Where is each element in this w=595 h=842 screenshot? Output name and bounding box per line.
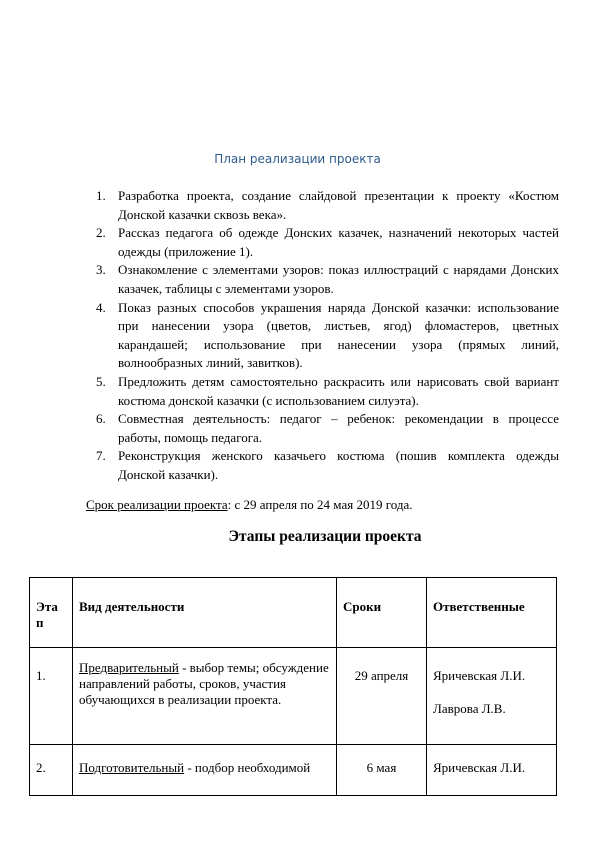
plan-item-number: 2. [96,225,106,241]
header-dates-label: Сроки [343,599,382,614]
date-cell [337,745,427,796]
stage-number: 1. [36,668,46,683]
table-header-row [30,578,557,648]
header-activity [73,578,337,648]
plan-item [96,299,559,373]
plan-item-text: Разработка проекта, создание слайдовой презентации к проекту «Костюм Донской казачки сквозь века». [118,188,559,222]
date-cell [337,648,427,745]
header-responsible [427,578,557,648]
activity-cell [73,745,337,796]
responsible-list [433,648,550,717]
activity-title: Подготовительный [79,760,185,775]
plan-item-number: 7. [96,448,106,464]
plan-item-number: 3. [96,262,106,278]
plan-item-text: Реконструкция женского казачьего костюма (пошив комплекта одежды Донской казачки). [118,448,559,482]
activity-description [79,745,330,776]
activity-text: - выбор темы; обсуждение направлений работы, сроков, участия обучающихся в реализации проекта. [79,660,329,707]
plan-item-text: Совместная деятельность: педагог – ребенок: рекомендации в процессе работы, помощь педагога. [118,411,559,445]
responsible-person: Лаврова Л.В. [433,701,506,716]
plan-item-text: Показ разных способов украшения наряда Донской казачки: использование при нанесении узора (цветов, листьев, ягод) фломастеров, цветных карандашей; использование при нанесении узора (прямых линий, волнообразных линий, завитков). [118,299,559,371]
plan-item-text: Рассказ педагога об одежде Донских казачек, назначений некоторых частей одежды (приложение 1). [118,225,559,259]
header-stage-label: Эта п [36,599,58,630]
plan-item [96,447,559,484]
stage-number: 2. [36,760,46,775]
plan-item-number: 6. [96,411,106,427]
plan-heading: План реализации проекта [214,152,381,166]
activity-cell [73,648,337,745]
table-row [30,745,557,796]
activity-title: Предварительный [79,660,179,675]
header-stage [30,578,73,648]
activity-text: - подбор необходимой [184,760,311,775]
header-dates [337,578,427,648]
stages-title: Этапы реализации проекта [228,528,422,545]
plan-list [96,187,559,485]
plan-item-text: Ознакомление с элементами узоров: показ иллюстраций с нарядами Донских казачек, таблицы с элементами узоров. [118,262,559,296]
stage-date: 6 мая [366,760,397,775]
responsible-person: Яричевская Л.И. [433,668,526,683]
deadline-value: : с 29 апреля по 24 мая 2019 года. [227,497,413,512]
stage-number-cell [30,648,73,745]
project-deadline [86,497,412,513]
plan-item [96,224,559,261]
plan-item [96,187,559,224]
activity-description [79,648,330,708]
plan-item [96,261,559,298]
plan-item [96,373,559,410]
deadline-label: Срок реализации проекта [86,497,228,512]
stage-date: 29 апреля [354,668,409,683]
header-responsible-label: Ответственные [433,599,525,614]
responsible-cell [427,648,557,745]
stage-number-cell [30,745,73,796]
plan-item-number: 5. [96,373,106,389]
plan-item-number: 4. [96,299,106,315]
plan-item-text: Предложить детям самостоятельно раскрасить или нарисовать свой вариант костюма донской казачки (с использованием силуэта). [118,373,559,408]
table-row [30,648,557,745]
stages-table [29,577,557,796]
responsible-list [433,745,550,776]
header-activity-label: Вид деятельности [79,599,185,614]
responsible-cell [427,745,557,796]
responsible-person: Яричевская Л.И. [433,760,526,775]
plan-item [96,410,559,447]
plan-item-number: 1. [96,188,106,203]
